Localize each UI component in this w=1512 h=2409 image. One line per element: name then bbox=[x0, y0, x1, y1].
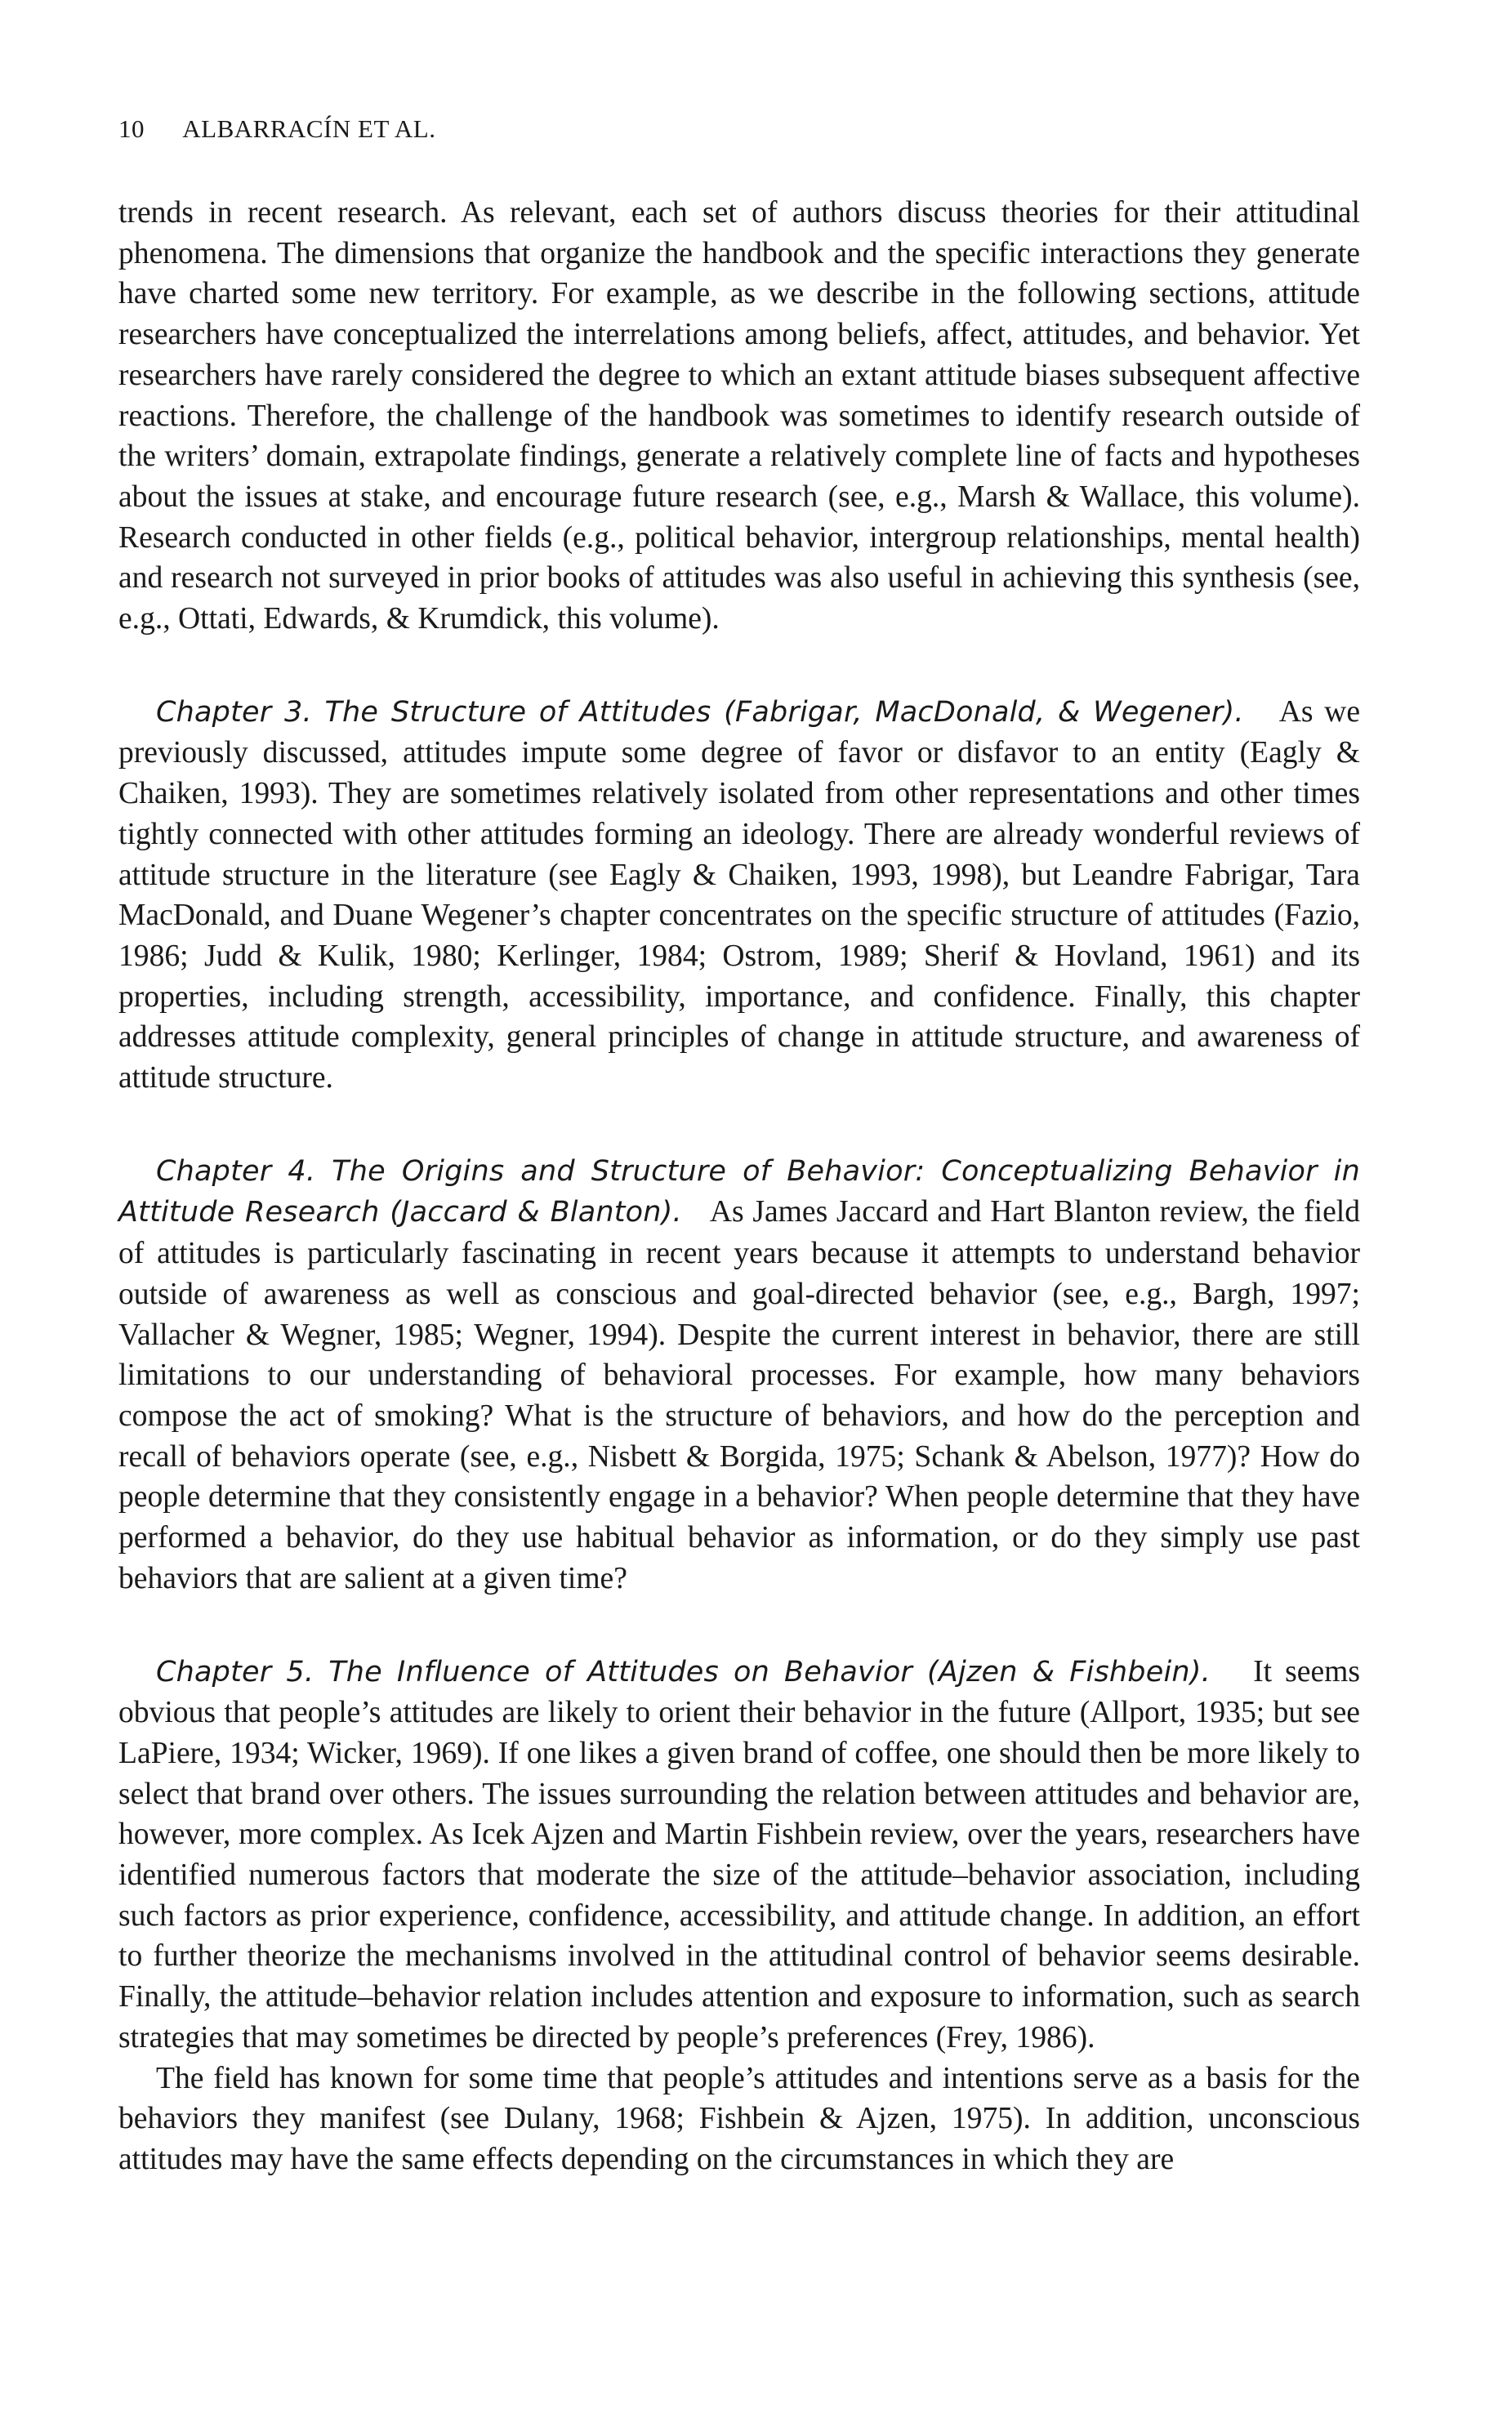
chapter-3-heading: Chapter 3. The Structure of Attitudes (Fabrigar, MacDonald, & Wegener). bbox=[156, 695, 1270, 729]
running-head-authors: ALBARRACÍN ET AL. bbox=[182, 114, 436, 143]
paragraph-text: The field has known for some time that people’s attitudes and intentions serve as a basis for the behaviors they manifest (see Dulany, 1968; Fishbein & Ajzen, 1975). In addition, unconscious attitudes may have the same effects depending on the circumstances in which they are bbox=[118, 2061, 1360, 2176]
paragraph-chapter-4 bbox=[118, 1151, 1360, 1599]
book-page bbox=[118, 114, 1360, 2180]
paragraph-text: It seems obvious that people’s attitudes are likely to orient their behavior in the future (Allport, 1935; but see LaPiere, 1934; Wicker, 1969). If one likes a given brand of coffee, one should then be more likely to select that brand over others. The issues surrounding the relation between attitudes and behavior are, however, more complex. As Icek Ajzen and Martin Fishbein review, over the years, researchers have identified numerous factors that moderate the size of the attitude–behavior association, including such factors as prior experience, confidence, accessibility, and attitude change. In addition, an effort to further theorize the mechanisms involved in the attitudinal control of behavior seems desirable. Finally, the attitude–behavior relation includes attention and exposure to information, such as search strategies that may sometimes be directed by people’s preferences (Frey, 1986). bbox=[118, 1654, 1360, 2054]
paragraph-chapter-3 bbox=[118, 692, 1360, 1099]
paragraph-chapter-5 bbox=[118, 1652, 1360, 2059]
paragraph-text: As James Jaccard and Hart Blanton review, the field of attitudes is particularly fascinating in recent years because it attempts to understand behavior outside of awareness as well as conscious and goal-directed behavior (see, e.g., Bargh, 1997; Vallacher & Wegner, 1985; Wegner, 1994). Despite the current interest in behavior, there are still limitations to our understanding of behavioral processes. For example, how many behaviors compose the act of smoking? What is the structure of behaviors, and how do the perception and recall of behaviors operate (see, e.g., Nisbett & Borgida, 1975; Schank & Abelson, 1977)? How do people determine that they consistently engage in a behavior? When people determine that they have performed a behavior, do they use habitual behavior as information, or do they simply use past behaviors that are salient at a given time? bbox=[118, 1195, 1360, 1595]
paragraph-continuation bbox=[118, 193, 1360, 640]
running-head bbox=[118, 114, 1360, 147]
chapter-5-heading: Chapter 5. The Influence of Attitudes on Behavior (Ajzen & Fishbein). bbox=[156, 1655, 1240, 1689]
paragraph-text: trends in recent research. As relevant, each set of authors discuss theories for their attitudinal phenomena. The dimensions that organize the handbook and the specific interactions they generate have charted some new territory. For example, as we describe in the following sections, attitude researchers have conceptualized the interrelations among beliefs, affect, attitudes, and behavior. Yet researchers have rarely considered the degree to which an extant attitude biases subsequent affective reactions. Therefore, the challenge of the handbook was sometimes to identify research outside of the writers’ domain, extrapolate findings, generate a relatively complete line of facts and hypotheses about the issues at stake, and encourage future research (see, e.g., Marsh & Wallace, this volume). Research conducted in other fields (e.g., political behavior, intergroup relationships, mental health) and research not surveyed in prior books of attitudes was also useful in achieving this synthesis (see, e.g., Ottati, Edwards, & Krumdick, this volume). bbox=[118, 196, 1360, 636]
paragraph-final bbox=[118, 2059, 1360, 2180]
page-number: 10 bbox=[118, 114, 145, 143]
paragraph-text: As we previously discussed, attitudes impute some degree of favor or disfavor to an entity (Eagly & Chaiken, 1993). They are sometimes relatively isolated from other representations and other times tightly connected with other attitudes forming an ideology. There are already wonderful reviews of attitude structure in the literature (see Eagly & Chaiken, 1993, 1998), but Leandre Fabrigar, Tara MacDonald, and Duane Wegener’s chapter concentrates on the specific structure of attitudes (Fazio, 1986; Judd & Kulik, 1980; Kerlinger, 1984; Ostrom, 1989; Sherif & Hovland, 1961) and its properties, including strength, accessibility, importance, and confidence. Finally, this chapter addresses attitude complexity, general principles of change in attitude structure, and awareness of attitude structure. bbox=[118, 694, 1360, 1095]
chapter-4-heading: Chapter 4. The Origins and Structure of Behavior: Conceptualizing Behavior in Attitude Research (Jaccard & Blanton). bbox=[118, 1154, 1360, 1229]
